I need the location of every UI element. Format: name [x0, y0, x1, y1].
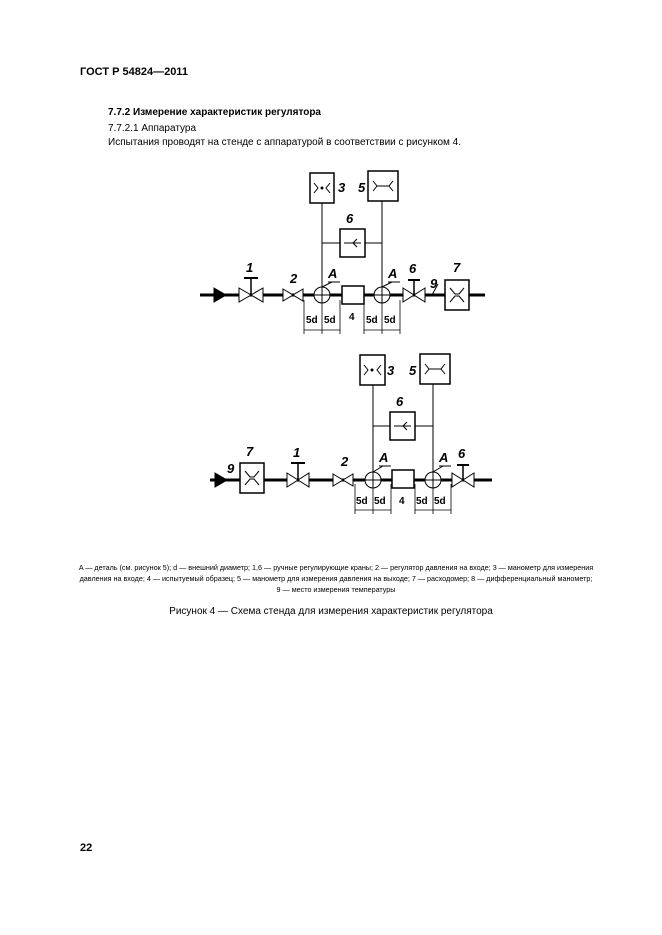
- document-header: ГОСТ Р 54824—2011: [80, 66, 188, 78]
- label-6: 6: [409, 261, 417, 276]
- label-diff-gauge-b: 6: [396, 394, 404, 409]
- inlet-arrow-2-icon: [215, 473, 227, 487]
- label-A-left-b: A: [379, 450, 389, 465]
- label-9: 9: [430, 276, 438, 291]
- dim-5d-2: 5d: [324, 315, 336, 326]
- dim-5d-4: 5d: [384, 315, 396, 326]
- regulator-2-b-icon: [333, 474, 353, 486]
- diagram-2: [210, 354, 492, 514]
- label-4-b: 4: [399, 496, 405, 507]
- label-3-b: 3: [387, 363, 395, 378]
- test-sample-4-b: [392, 470, 414, 488]
- diff-gauge-8-b-icon: [390, 412, 415, 440]
- label-6-b: 6: [458, 446, 466, 461]
- label-1-b: 1: [293, 445, 301, 460]
- label-9-b: 9: [227, 461, 235, 476]
- label-5: 5: [358, 180, 366, 195]
- dim-5d-b3: 5d: [416, 496, 428, 507]
- label-A-right-b: A: [439, 450, 449, 465]
- label-A-right: A: [388, 266, 398, 281]
- dim-5d-3: 5d: [366, 315, 378, 326]
- regulator-2-icon: [283, 289, 303, 301]
- label-A-left: A: [328, 266, 338, 281]
- label-2: 2: [290, 271, 298, 286]
- gauge-3-icon: [310, 173, 334, 203]
- label-5-b: 5: [409, 363, 417, 378]
- figure-legend: A — деталь (см. рисунок 5); d — внешний диаметр; 1,6 — ручные регулирующие краны; 2 — регулятор давления на входе; 3 — манометр для измерения давления на входе; 4 — испытуемый образец; 5 — манометр для измерения давления на выходе; 7 — расходомер; 8 — дифференциальный манометр; 9 — место измерения температуры: [78, 563, 594, 594]
- label-3: 3: [338, 180, 346, 195]
- page-number: 22: [80, 842, 93, 854]
- diff-gauge-8-icon: [340, 229, 365, 257]
- figure-caption: Рисунок 4 — Схема стенда для измерения характеристик регулятора: [169, 606, 493, 617]
- dim-5d-b4: 5d: [434, 496, 446, 507]
- gauge-3-b-icon: [360, 355, 385, 385]
- dim-5d-b1: 5d: [356, 496, 368, 507]
- gauge-5-icon: [368, 171, 398, 201]
- label-2-b: 2: [341, 454, 349, 469]
- test-sample-4: [342, 286, 364, 304]
- subsection-title: 7.7.2.1 Аппаратура: [108, 123, 197, 134]
- label-1: 1: [246, 260, 254, 275]
- body-paragraph: Испытания проводят на стенде с аппаратурой в соответствии с рисунком 4.: [108, 137, 462, 148]
- label-7-b: 7: [246, 444, 254, 459]
- section-title: 7.7.2 Измерение характеристик регулятора: [108, 107, 321, 118]
- flowmeter-7-icon: [445, 280, 469, 310]
- dim-5d-1: 5d: [306, 315, 318, 326]
- label-diff-gauge: 6: [346, 211, 354, 226]
- label-7: 7: [453, 260, 461, 275]
- diagram-1: [200, 171, 485, 334]
- gauge-5-b-icon: [420, 354, 450, 384]
- dim-5d-b2: 5d: [374, 496, 386, 507]
- label-4: 4: [349, 312, 355, 323]
- flowmeter-7-b-icon: [240, 463, 264, 493]
- inlet-arrow-icon: [214, 288, 226, 302]
